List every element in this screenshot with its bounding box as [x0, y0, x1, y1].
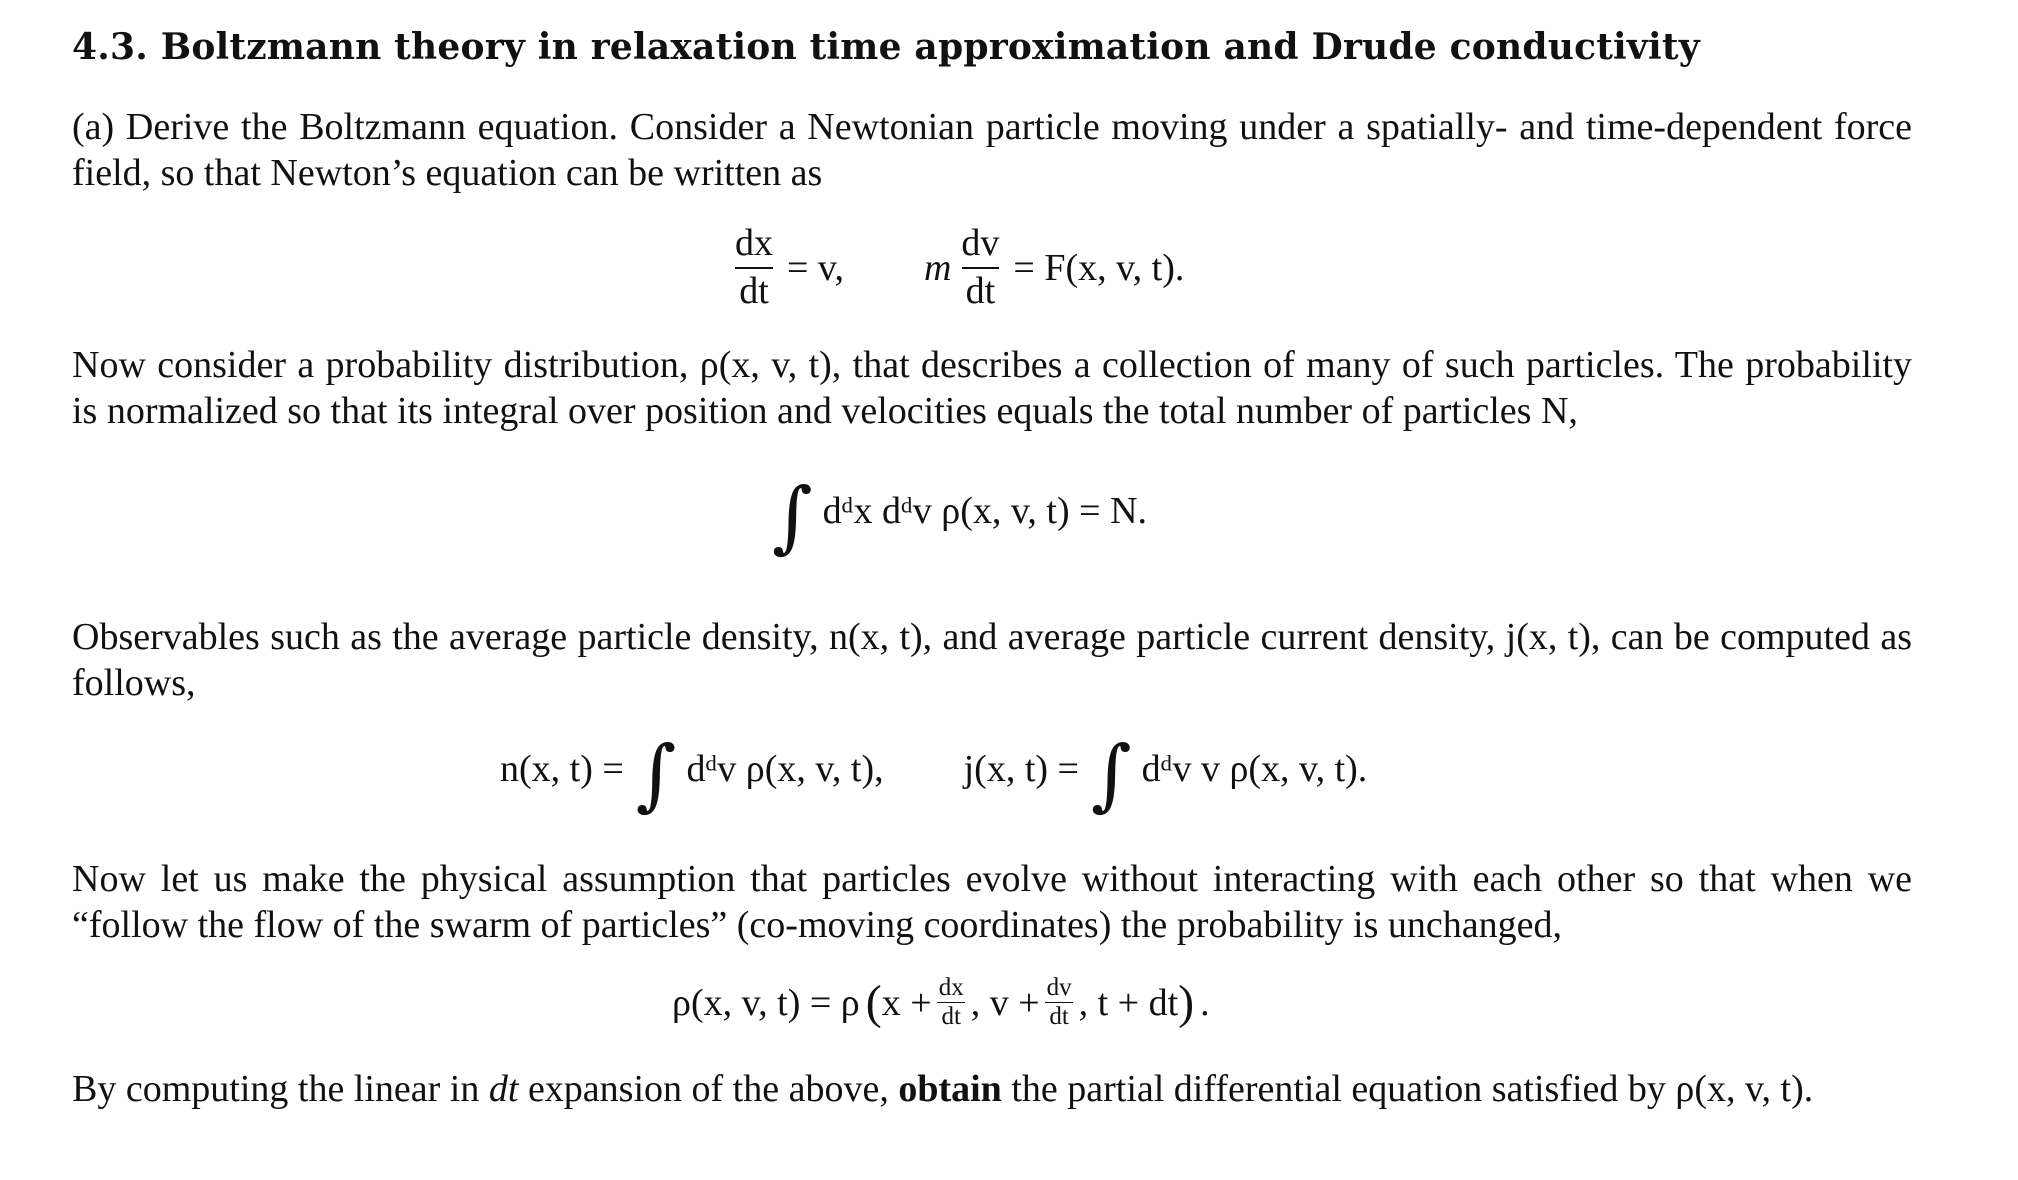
- paragraph-assumption: Now let us make the physical assumption that particles evolve without interacting with each other so that when we “follow the flow of the swarm of particles” (co-moving coordinates) the probability is unchanged,: [72, 858, 1912, 946]
- equation-normalization: [772, 472, 1148, 562]
- density-lhs: n(x, t) =: [500, 748, 624, 790]
- integral-sign: ∫: [1090, 730, 1132, 820]
- paragraph-task: By computing the linear in dt expansion of the above, obtain the partial differential equation satisfied by ρ(x, v, t).: [72, 1068, 1814, 1110]
- fraction-dv-dt: $\frac{dv}{dt}$: [961, 222, 1000, 312]
- open-paren: (: [865, 975, 882, 1029]
- normalization-body: dᵈx dᵈv ρ(x, v, t) = N.: [822, 490, 1148, 532]
- close-paren: ): [1178, 975, 1195, 1029]
- comoving-x-term: x +: [881, 981, 932, 1024]
- fraction-dx-dt-small: $\frac{dx}{dt}$: [938, 974, 964, 1031]
- fraction-dv-dt-small: $\frac{dv}{dt}$: [1046, 974, 1072, 1031]
- newton-rhs-force: = F(x, v, t).: [1013, 246, 1185, 289]
- comoving-t-term: , t + dt: [1078, 981, 1179, 1024]
- section-heading: 4.3. Boltzmann theory in relaxation time approximation and Drude conductivity: [72, 26, 1700, 68]
- mass-symbol: m: [923, 246, 952, 289]
- integral-sign: ∫: [635, 730, 677, 820]
- current-rhs: dᵈv v ρ(x, v, t).: [1141, 748, 1368, 790]
- comoving-end: .: [1200, 981, 1210, 1024]
- paragraph-intro: (a) Derive the Boltzmann equation. Consider a Newtonian particle moving under a spatially- and time-dependent force field, so that Newton’s equation can be written as: [72, 106, 1912, 194]
- equation-newton: [725, 224, 1184, 312]
- paragraph-distribution: Now consider a probability distribution, ρ(x, v, t), that describes a collection of many of such particles. The probability is normalized so that its integral over position and velocities equals the total number of particles N,: [72, 344, 1912, 432]
- emphasis-obtain: obtain: [898, 1068, 1002, 1110]
- newton-rhs-velocity: = v,: [787, 246, 844, 289]
- equation-observables: [500, 730, 1368, 820]
- comoving-v-term: , v +: [970, 981, 1040, 1024]
- equation-comoving: [672, 975, 1210, 1031]
- current-lhs: j(x, t) =: [963, 748, 1079, 790]
- comoving-lhs: ρ(x, v, t) = ρ: [672, 981, 860, 1024]
- fraction-dx-dt: $\frac{dx}{dt}$: [735, 222, 773, 312]
- paragraph-observables: Observables such as the average particle density, n(x, t), and average particle current density, j(x, t), can be computed as follows,: [72, 616, 1912, 704]
- integral-sign: ∫: [772, 472, 813, 562]
- density-rhs: dᵈv ρ(x, v, t),: [686, 748, 884, 790]
